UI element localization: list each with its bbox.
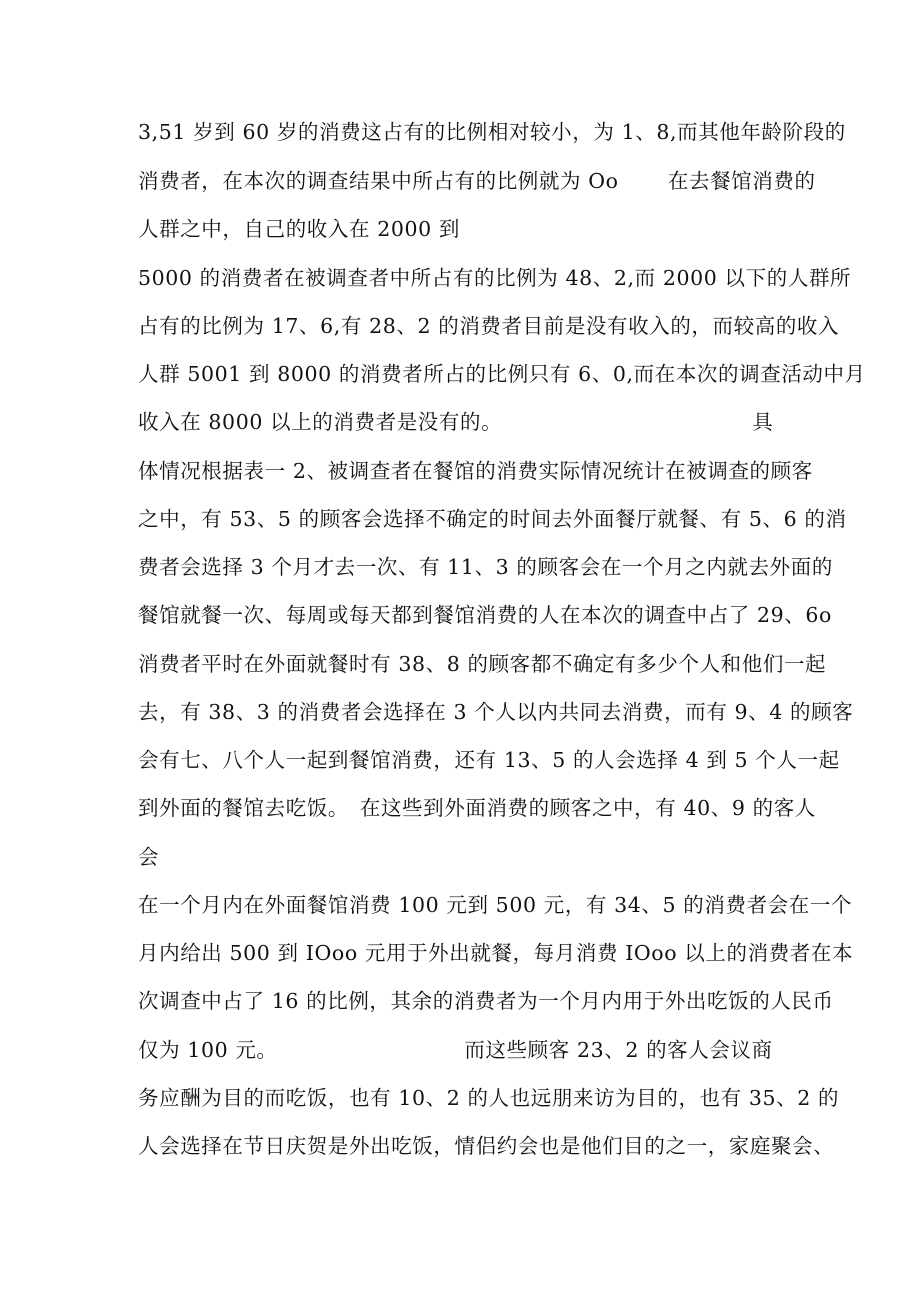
text-line: 仅为 100 元。 而这些顾客 23、2 的客人会议商 [138, 1038, 773, 1062]
text-line: 人群 5001 到 8000 的消费者所占的比例只有 6、0,而在本次的调查活动中月 [138, 362, 866, 386]
text-line: 费者会选择 3 个月才去一次、有 11、3 的顾客会在一个月之内就去外面的 [138, 555, 833, 579]
text-line: 会 [138, 845, 160, 869]
text-line: 去，有 38、3 的消费者会选择在 3 个人以内共同去消费，而有 9、4 的顾客 [138, 700, 854, 724]
text-line: 占有的比例为 17、6,有 28、2 的消费者目前是没有收入的，而较高的收入 [138, 314, 840, 338]
text-line: 收入在 8000 以上的消费者是没有的。 具 [138, 410, 774, 434]
text-line: 3,51 岁到 60 岁的消费这占有的比例相对较小，为 1、8,而其他年龄阶段的 [138, 120, 846, 144]
text-line: 人会选择在节日庆贺是外出吃饭，情侣约会也是他们目的之一，家庭聚会、 [138, 1134, 835, 1158]
text-line: 次调查中占了 16 的比例，其余的消费者为一个月内用于外出吃饭的人民币 [138, 989, 834, 1013]
text-line: 消费者，在本次的调查结果中所占有的比例就为 Oo 在去餐馆消费的 [138, 169, 816, 193]
text-line: 餐馆就餐一次、每周或每天都到餐馆消费的人在本次的调查中占了 29、6o [138, 603, 832, 627]
text-line: 体情况根据表一 2、被调查者在餐馆的消费实际情况统计在被调查的顾客 [138, 459, 813, 483]
text-line: 务应酬为目的而吃饭，也有 10、2 的人也远朋来访为目的，也有 35、2 的 [138, 1086, 840, 1110]
text-line: 人群之中，自己的收入在 2000 到 [138, 217, 461, 241]
text-line: 之中，有 53、5 的顾客会选择不确定的时间去外面餐厅就餐、有 5、6 的消 [138, 507, 847, 531]
text-line: 月内给出 500 到 IOoo 元用于外出就餐，每月消费 IOoo 以上的消费者在本 [138, 941, 854, 965]
text-line: 消费者平时在外面就餐时有 38、8 的顾客都不确定有多少个人和他们一起 [138, 652, 827, 676]
text-line: 5000 的消费者在被调查者中所占有的比例为 48、2,而 2000 以下的人群所 [138, 266, 852, 290]
text-line: 到外面的餐馆去吃饭。 在这些到外面消费的顾客之中，有 40、9 的客人 [138, 796, 816, 820]
text-line: 在一个月内在外面餐馆消费 100 元到 500 元，有 34、5 的消费者会在一个 [138, 893, 853, 917]
text-line: 会有七、八个人一起到餐馆消费，还有 13、5 的人会选择 4 到 5 个人一起 [138, 748, 840, 772]
